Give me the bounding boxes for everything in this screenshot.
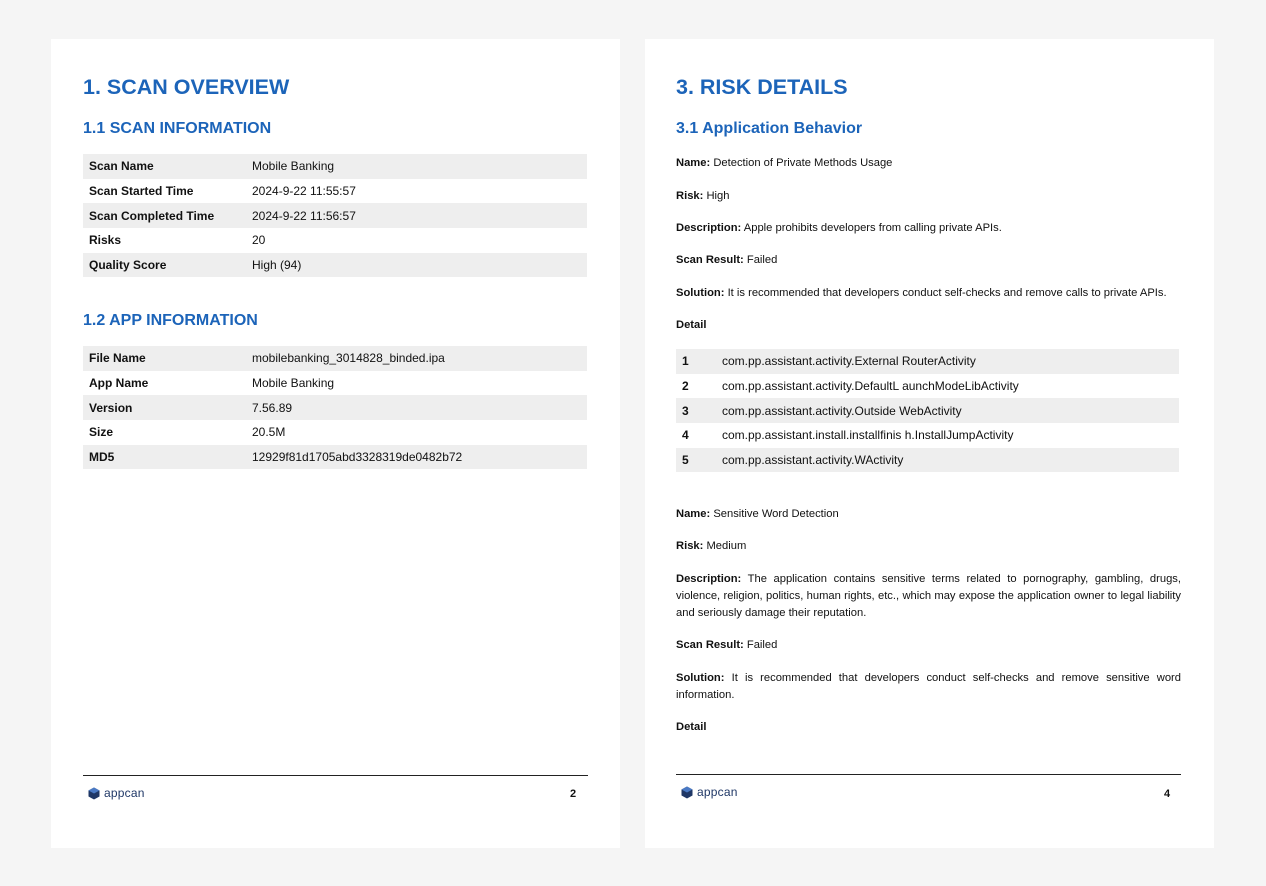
table-row <box>676 374 1179 399</box>
detail-value: com.pp.assistant.activity.Outside WebActivity <box>716 398 1179 423</box>
risk-2-solution <box>676 670 1181 704</box>
table-key: File Name <box>83 346 246 371</box>
risk-1-name <box>676 155 1181 172</box>
detail-index: 4 <box>682 428 689 443</box>
app-information-table <box>83 346 587 469</box>
detail-index: 1 <box>676 349 716 374</box>
table-value: High (94) <box>246 253 587 278</box>
table-value: 12929f81d1705abd3328319de0482b72 <box>246 445 587 470</box>
field-label: Scan Result: <box>676 639 744 651</box>
field-label: Risk: <box>676 540 704 552</box>
table-row <box>676 398 1179 423</box>
field-label: Solution: <box>676 287 725 299</box>
table-row <box>83 154 587 179</box>
field-label: Name: <box>676 508 711 520</box>
field-value: It is recommended that developers conduct self-checks and remove sensitive word information. <box>676 672 1181 701</box>
risk-2-scan-result <box>676 637 1181 654</box>
detail-label: Detail <box>676 319 707 331</box>
field-value: Medium <box>706 540 747 552</box>
section-heading-scan-overview: 1. SCAN OVERVIEW <box>83 75 290 99</box>
field-label: Solution: <box>676 672 725 684</box>
appcan-logo <box>88 786 145 800</box>
section-heading-risk-details: 3. RISK DETAILS <box>676 75 848 99</box>
table-key: Scan Started Time <box>89 184 194 199</box>
detail-label: Detail <box>676 721 707 733</box>
risk-2-level <box>676 538 1181 555</box>
field-label: Description: <box>676 222 742 234</box>
field-label: Description: <box>676 573 742 585</box>
footer-divider <box>83 775 588 776</box>
table-row <box>83 203 587 228</box>
field-value: The application contains sensitive terms related to pornography, gambling, drugs, violence, religion, politics, human rights, etc., which may expose the application owner to legal liability and seriously damage their reputation. <box>676 573 1181 619</box>
detail-index: 5 <box>676 448 716 473</box>
table-row <box>83 371 587 396</box>
field-label: Risk: <box>676 190 704 202</box>
subsection-heading-scan-information: 1.1 SCAN INFORMATION <box>83 120 272 137</box>
risk-1-scan-result <box>676 252 1181 269</box>
appcan-logo <box>681 785 738 799</box>
table-row <box>83 179 587 204</box>
risk-2-detail-heading <box>676 719 1181 736</box>
field-value: Sensitive Word Detection <box>713 508 839 520</box>
detail-index: 2 <box>682 379 689 394</box>
logo-text: appcan <box>104 786 145 800</box>
risk-1-detail-heading <box>676 317 1181 334</box>
field-value: Apple prohibits developers from calling private APIs. <box>743 222 1002 234</box>
detail-value: com.pp.assistant.activity.External RouterActivity <box>716 349 1179 374</box>
logo-text: appcan <box>697 785 738 799</box>
detail-value: com.pp.assistant.activity.WActivity <box>716 448 1179 473</box>
table-row <box>83 445 587 470</box>
field-value: Failed <box>746 639 778 651</box>
field-value: Detection of Private Methods Usage <box>713 157 893 169</box>
table-key: Scan Completed Time <box>83 203 246 228</box>
detail-value: com.pp.assistant.activity.DefaultL aunchModeLibActivity <box>722 379 1019 394</box>
table-value: mobilebanking_3014828_binded.ipa <box>246 346 587 371</box>
appcan-logo-icon <box>681 786 693 799</box>
table-key: Size <box>89 425 114 440</box>
table-key: Scan Name <box>83 154 246 179</box>
footer-divider <box>676 774 1181 775</box>
field-label: Name: <box>676 157 711 169</box>
table-value: 20.5M <box>252 425 286 440</box>
field-value: High <box>706 190 730 202</box>
risk-2-description <box>676 571 1181 622</box>
field-value: It is recommended that developers conduct self-checks and remove calls to private APIs. <box>727 287 1167 299</box>
page-number: 4 <box>1164 788 1171 800</box>
table-row <box>83 253 587 278</box>
table-value: Mobile Banking <box>246 154 587 179</box>
table-row <box>676 349 1179 374</box>
table-key: Risks <box>89 233 122 248</box>
table-key: MD5 <box>83 445 246 470</box>
table-row <box>83 228 587 253</box>
table-value: 20 <box>252 233 266 248</box>
detail-value: com.pp.assistant.install.installfinis h.InstallJumpActivity <box>722 428 1014 443</box>
table-row <box>83 420 587 445</box>
subsection-heading-application-behavior: 3.1 Application Behavior <box>676 120 863 137</box>
risk-2-name <box>676 506 1181 523</box>
risk-1-level <box>676 188 1181 205</box>
risk-1-description <box>676 220 1181 237</box>
table-row <box>83 346 587 371</box>
table-row <box>676 423 1179 448</box>
field-value: Failed <box>746 254 778 266</box>
risk-1-solution <box>676 285 1186 302</box>
table-row <box>676 448 1179 473</box>
risk-1-detail-table <box>676 349 1179 472</box>
table-key: App Name <box>89 376 149 391</box>
table-key: Version <box>83 395 246 420</box>
table-value: 2024-9-22 11:56:57 <box>246 203 587 228</box>
appcan-logo-icon <box>88 787 100 800</box>
report-page-4 <box>645 39 1214 848</box>
table-value: 7.56.89 <box>246 395 587 420</box>
table-value: 2024-9-22 11:55:57 <box>252 184 356 199</box>
report-page-2 <box>51 39 620 848</box>
detail-index: 3 <box>676 398 716 423</box>
table-row <box>83 395 587 420</box>
field-label: Scan Result: <box>676 254 744 266</box>
scan-information-table <box>83 154 587 277</box>
table-value: Mobile Banking <box>252 376 335 391</box>
subsection-heading-app-information: 1.2 APP INFORMATION <box>83 312 258 329</box>
page-number: 2 <box>570 788 577 800</box>
table-key: Quality Score <box>83 253 246 278</box>
